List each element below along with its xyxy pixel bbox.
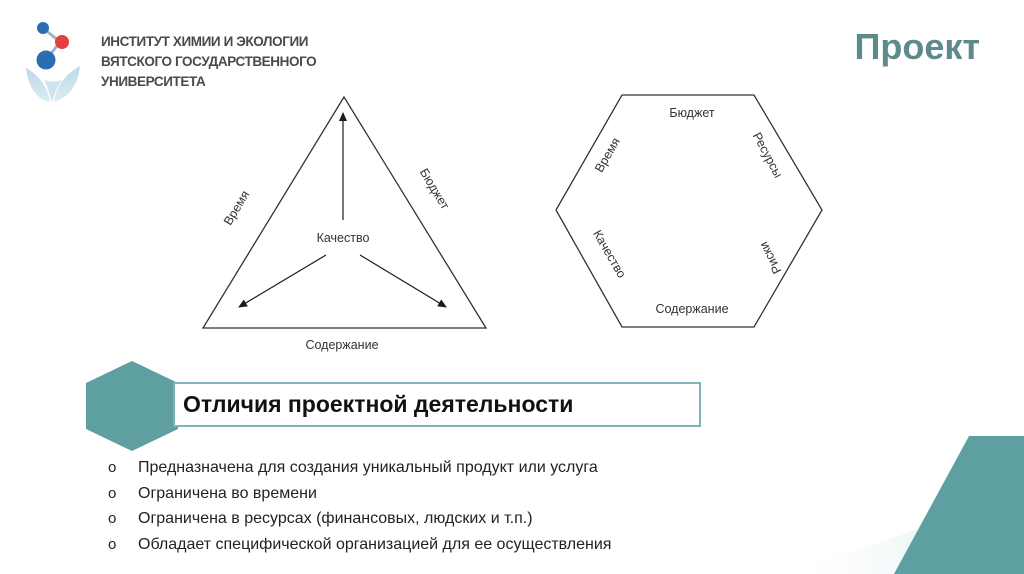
- corner-decoration: [724, 424, 1024, 574]
- list-item-text: Обладает специфической организацией для ее осуществления: [138, 535, 612, 553]
- triangle-left-label: Время: [220, 188, 253, 228]
- hexagon-lower-right-label: Риски: [756, 239, 785, 277]
- institute-name-line: ВЯТСКОГО ГОСУДАРСТВЕННОГО: [101, 54, 317, 69]
- list-item: [108, 455, 611, 481]
- list-item: [108, 532, 611, 558]
- arrow-down-left: [239, 255, 326, 307]
- arrow-down-right: [360, 255, 446, 307]
- bullet-marker: o: [108, 535, 117, 553]
- hexagon-upper-right-label: Ресурсы: [749, 130, 786, 181]
- institute-name-line: УНИВЕРСИТЕТА: [101, 74, 206, 89]
- bullet-marker: o: [108, 459, 117, 476]
- list-item: [108, 506, 611, 532]
- differences-list: [108, 455, 611, 557]
- bullet-marker: o: [108, 510, 117, 527]
- hexagon-shape: [556, 95, 822, 327]
- hexagon-lower-left-label: Качество: [590, 227, 629, 281]
- list-item: [108, 481, 611, 507]
- triangle-center-label: Качество: [316, 231, 370, 245]
- triangle-right-label: Бюджет: [416, 165, 453, 212]
- bullet-marker: o: [108, 484, 117, 502]
- list-item-text: Предназначена для создания уникальный продукт или услуга: [138, 459, 598, 476]
- hexagon-bottom-label: Содержание: [655, 302, 729, 316]
- triangle-shape: [203, 97, 486, 328]
- triangle-diagram: [203, 97, 486, 352]
- page-title: Проект: [854, 26, 980, 67]
- hexagon-diagram: [556, 95, 822, 327]
- triangle-bottom-label: Содержание: [305, 338, 379, 352]
- section-heading-box: [173, 382, 701, 427]
- hexagon-upper-left-label: Время: [592, 135, 624, 175]
- list-item-text: Ограничена во времени: [138, 484, 317, 502]
- list-item-text: Ограничена в ресурсах (финансовых, людских и т.п.): [138, 510, 533, 527]
- section-hexagon-decoration: [86, 361, 178, 451]
- institute-name-line: ИНСТИТУТ ХИМИИ И ЭКОЛОГИИ: [101, 34, 309, 49]
- hexagon-top-label: Бюджет: [669, 106, 715, 120]
- section-heading: Отличия проектной деятельности: [183, 391, 574, 417]
